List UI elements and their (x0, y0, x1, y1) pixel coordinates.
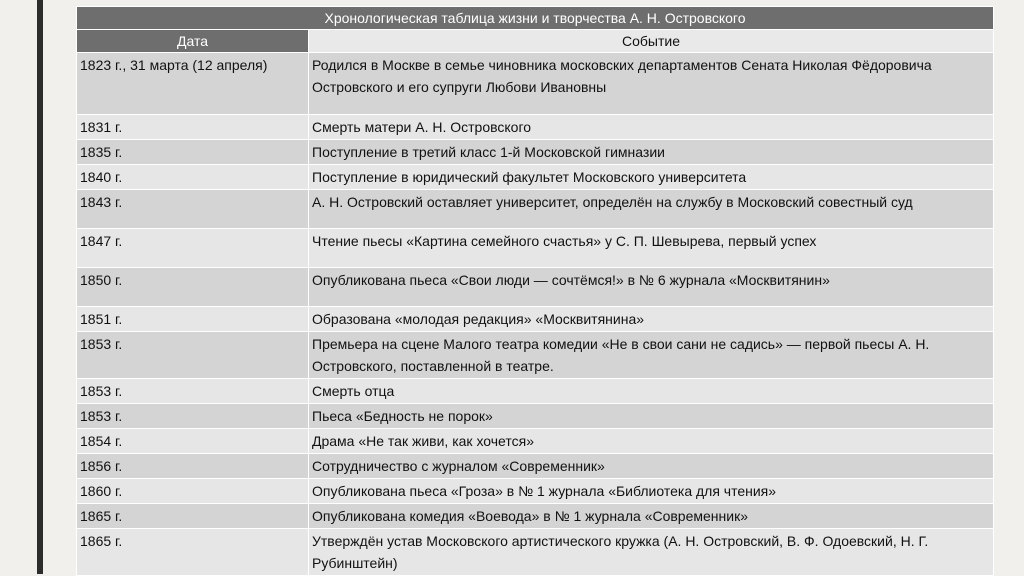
date-cell: 1840 г. (77, 165, 309, 190)
event-cell: Опубликована комедия «Воевода» в № 1 журнала «Современник» (309, 504, 994, 529)
event-cell: Образована «молодая редакция» «Москвитянина» (309, 307, 994, 332)
table-row (77, 332, 994, 379)
table-row (77, 115, 994, 140)
table-row (77, 529, 994, 576)
event-cell: Драма «Не так живи, как хочется» (309, 429, 994, 454)
event-cell: Премьера на сцене Малого театра комедии «Не в свои сани не садись» — первой пьесы А. Н. Островского, поставленной в театре. (309, 332, 994, 379)
date-column-header: Дата (77, 30, 309, 53)
table-row (77, 429, 994, 454)
event-cell: А. Н. Островский оставляет университет, определён на службу в Московский совестный суд (309, 190, 994, 229)
date-cell: 1853 г. (77, 332, 309, 379)
table-row (77, 479, 994, 504)
date-cell: 1823 г., 31 марта (12 апреля) (77, 53, 309, 115)
event-cell: Смерть матери А. Н. Островского (309, 115, 994, 140)
table-row (77, 229, 994, 268)
event-cell: Родился в Москве в семье чиновника московских департаментов Сената Николая Фёдоровича Островского и его супруги Любови Ивановны (309, 53, 994, 115)
date-cell: 1865 г. (77, 504, 309, 529)
date-cell: 1860 г. (77, 479, 309, 504)
date-cell: 1831 г. (77, 115, 309, 140)
date-cell: 1853 г. (77, 379, 309, 404)
date-cell: 1847 г. (77, 229, 309, 268)
table-row (77, 165, 994, 190)
event-cell: Опубликована пьеса «Свои люди — сочтёмся!» в № 6 журнала «Москвитянин» (309, 268, 994, 307)
event-cell: Поступление в юридический факультет Московского университета (309, 165, 994, 190)
table-row (77, 307, 994, 332)
date-cell: 1851 г. (77, 307, 309, 332)
date-cell: 1856 г. (77, 454, 309, 479)
table-row (77, 190, 994, 229)
event-cell: Пьеса «Бедность не порок» (309, 404, 994, 429)
table-row (77, 53, 994, 115)
date-cell: 1865 г. (77, 529, 309, 576)
event-cell: Опубликована пьеса «Гроза» в № 1 журнала «Библиотека для чтения» (309, 479, 994, 504)
event-cell: Чтение пьесы «Картина семейного счастья» у С. П. Шевырева, первый успех (309, 229, 994, 268)
table-title: Хронологическая таблица жизни и творчества А. Н. Островского (77, 7, 994, 30)
event-cell: Утверждён устав Московского артистического кружка (А. Н. Островский, В. Ф. Одоевский, Н. Г. Рубинштейн) (309, 529, 994, 576)
event-cell: Смерть отца (309, 379, 994, 404)
table-row (77, 379, 994, 404)
chronology-table (76, 6, 994, 576)
table-row (77, 140, 994, 165)
event-column-header: Событие (309, 30, 994, 53)
table-row (77, 504, 994, 529)
header-row (77, 30, 994, 53)
title-row (77, 7, 994, 30)
date-cell: 1853 г. (77, 404, 309, 429)
left-accent-bar (37, 0, 43, 574)
table-row (77, 268, 994, 307)
event-cell: Поступление в третий класс 1-й Московской гимназии (309, 140, 994, 165)
event-cell: Сотрудничество с журналом «Современник» (309, 454, 994, 479)
date-cell: 1854 г. (77, 429, 309, 454)
date-cell: 1835 г. (77, 140, 309, 165)
date-cell: 1850 г. (77, 268, 309, 307)
date-cell: 1843 г. (77, 190, 309, 229)
table-row (77, 454, 994, 479)
table-row (77, 404, 994, 429)
